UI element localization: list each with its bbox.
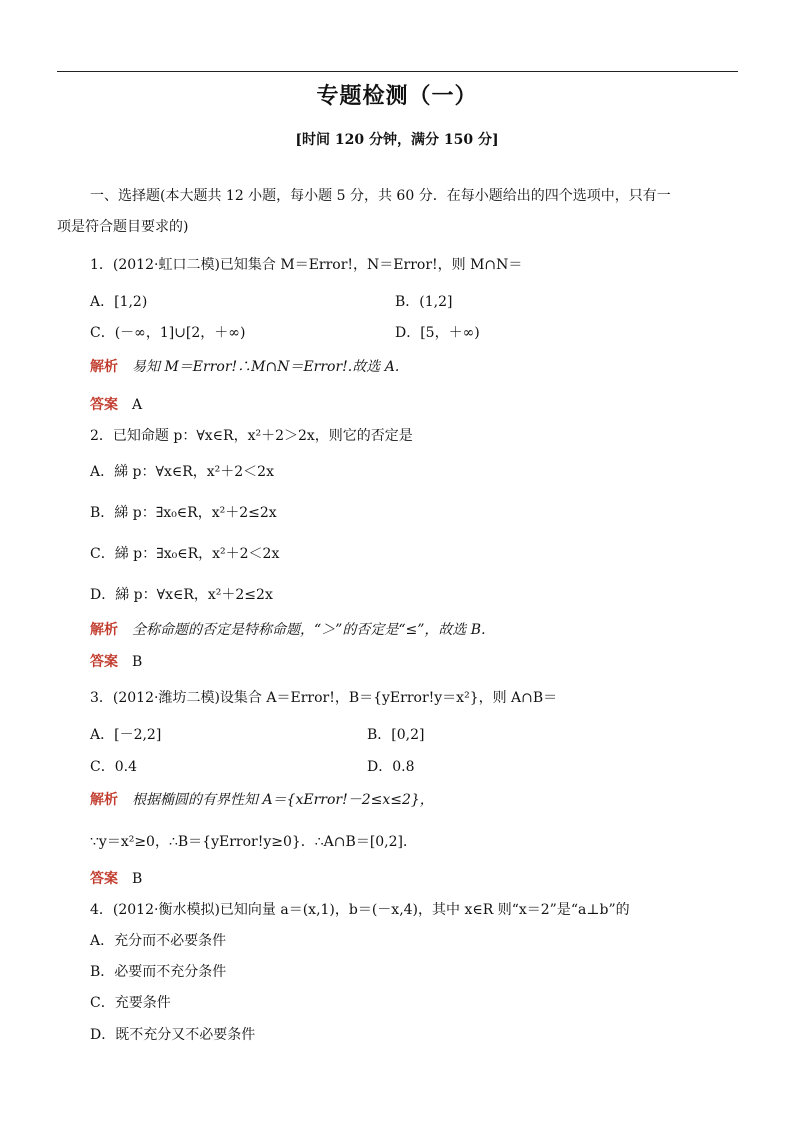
q3-option-b: B．[0,2] [367,727,425,743]
q3-analysis-text: 根据椭圆的有界性知 A＝{xError!－2≤x≤2}， [132,792,434,808]
q1-answer-label: 答案 [90,397,118,413]
top-rule [57,71,738,72]
q2-analysis [90,620,486,640]
q4-option-a: A．充分而不必要条件 [90,933,227,949]
section-intro-line2: 项是符合题目要求的) [57,219,189,235]
q1-analysis-label: 解析 [90,359,118,375]
q1-option-b: B．(1,2] [395,294,453,310]
q3-option-c: C．0.4 [90,759,137,775]
q1-analysis [90,357,399,377]
q2-option-b: B．綈 p：∃x₀∈R，x²＋2≤2x [90,505,277,521]
page-title: 专题检测（一） [316,84,478,109]
q3-answer-value: B [132,871,143,887]
q2-stem: 2．已知命题 p：∀x∈R，x²＋2＞2x，则它的否定是 [90,428,413,444]
q2-answer-label: 答案 [90,654,118,670]
page-subtitle: [时间 120 分钟，满分 150 分] [295,132,499,148]
q3-option-a: A．[－2,2] [90,727,162,743]
q2-analysis-text: 全称命题的否定是特称命题，“＞”的否定是“≤”，故选 B. [132,622,486,638]
q2-option-c: C．綈 p：∃x₀∈R，x²＋2＜2x [90,546,280,562]
q4-option-c: C．充要条件 [90,995,171,1011]
q1-analysis-text: 易知 M＝Error!∴M∩N＝Error!.故选 A. [132,359,400,375]
q4-option-b: B．必要而不充分条件 [90,964,227,980]
q3-analysis-label: 解析 [90,792,118,808]
q4-option-d: D．既不充分又不必要条件 [90,1027,256,1043]
q1-stem: 1．(2012·虹口二模)已知集合 M＝Error!，N＝Error!，则 M∩N＝ [90,257,523,273]
q1-answer [90,395,142,415]
section-intro-line1: 一、选择题(本大题共 12 小题，每小题 5 分，共 60 分．在每小题给出的四个选项中，只有一 [90,188,671,204]
q1-option-a: A．[1,2) [90,294,148,310]
q2-answer [90,652,142,672]
q3-analysis [90,790,434,810]
q3-answer [90,869,142,889]
q3-analysis-line2: ∵y＝x²≥0，∴B＝{yError!y≥0}．∴A∩B＝[0,2]． [90,834,418,850]
q2-option-d: D．綈 p：∀x∈R，x²＋2≤2x [90,587,273,603]
q1-answer-value: A [132,397,143,413]
q2-option-a: A．綈 p：∀x∈R，x²＋2＜2x [90,464,274,480]
q1-option-c: C．(－∞，1]∪[2，＋∞) [90,325,246,341]
q3-option-d: D．0.8 [367,759,415,775]
q1-option-d: D．[5，＋∞) [395,325,480,341]
q2-analysis-label: 解析 [90,622,118,638]
q3-stem: 3．(2012·潍坊二模)设集合 A＝Error!，B＝{yError!y＝x²}，则 A∩B＝ [90,690,558,706]
q2-answer-value: B [132,654,143,670]
q4-stem: 4．(2012·衡水模拟)已知向量 a＝(x,1)，b＝(－x,4)，其中 x∈R 则“x＝2”是“a⊥b”的 [90,902,630,918]
q3-answer-label: 答案 [90,871,118,887]
